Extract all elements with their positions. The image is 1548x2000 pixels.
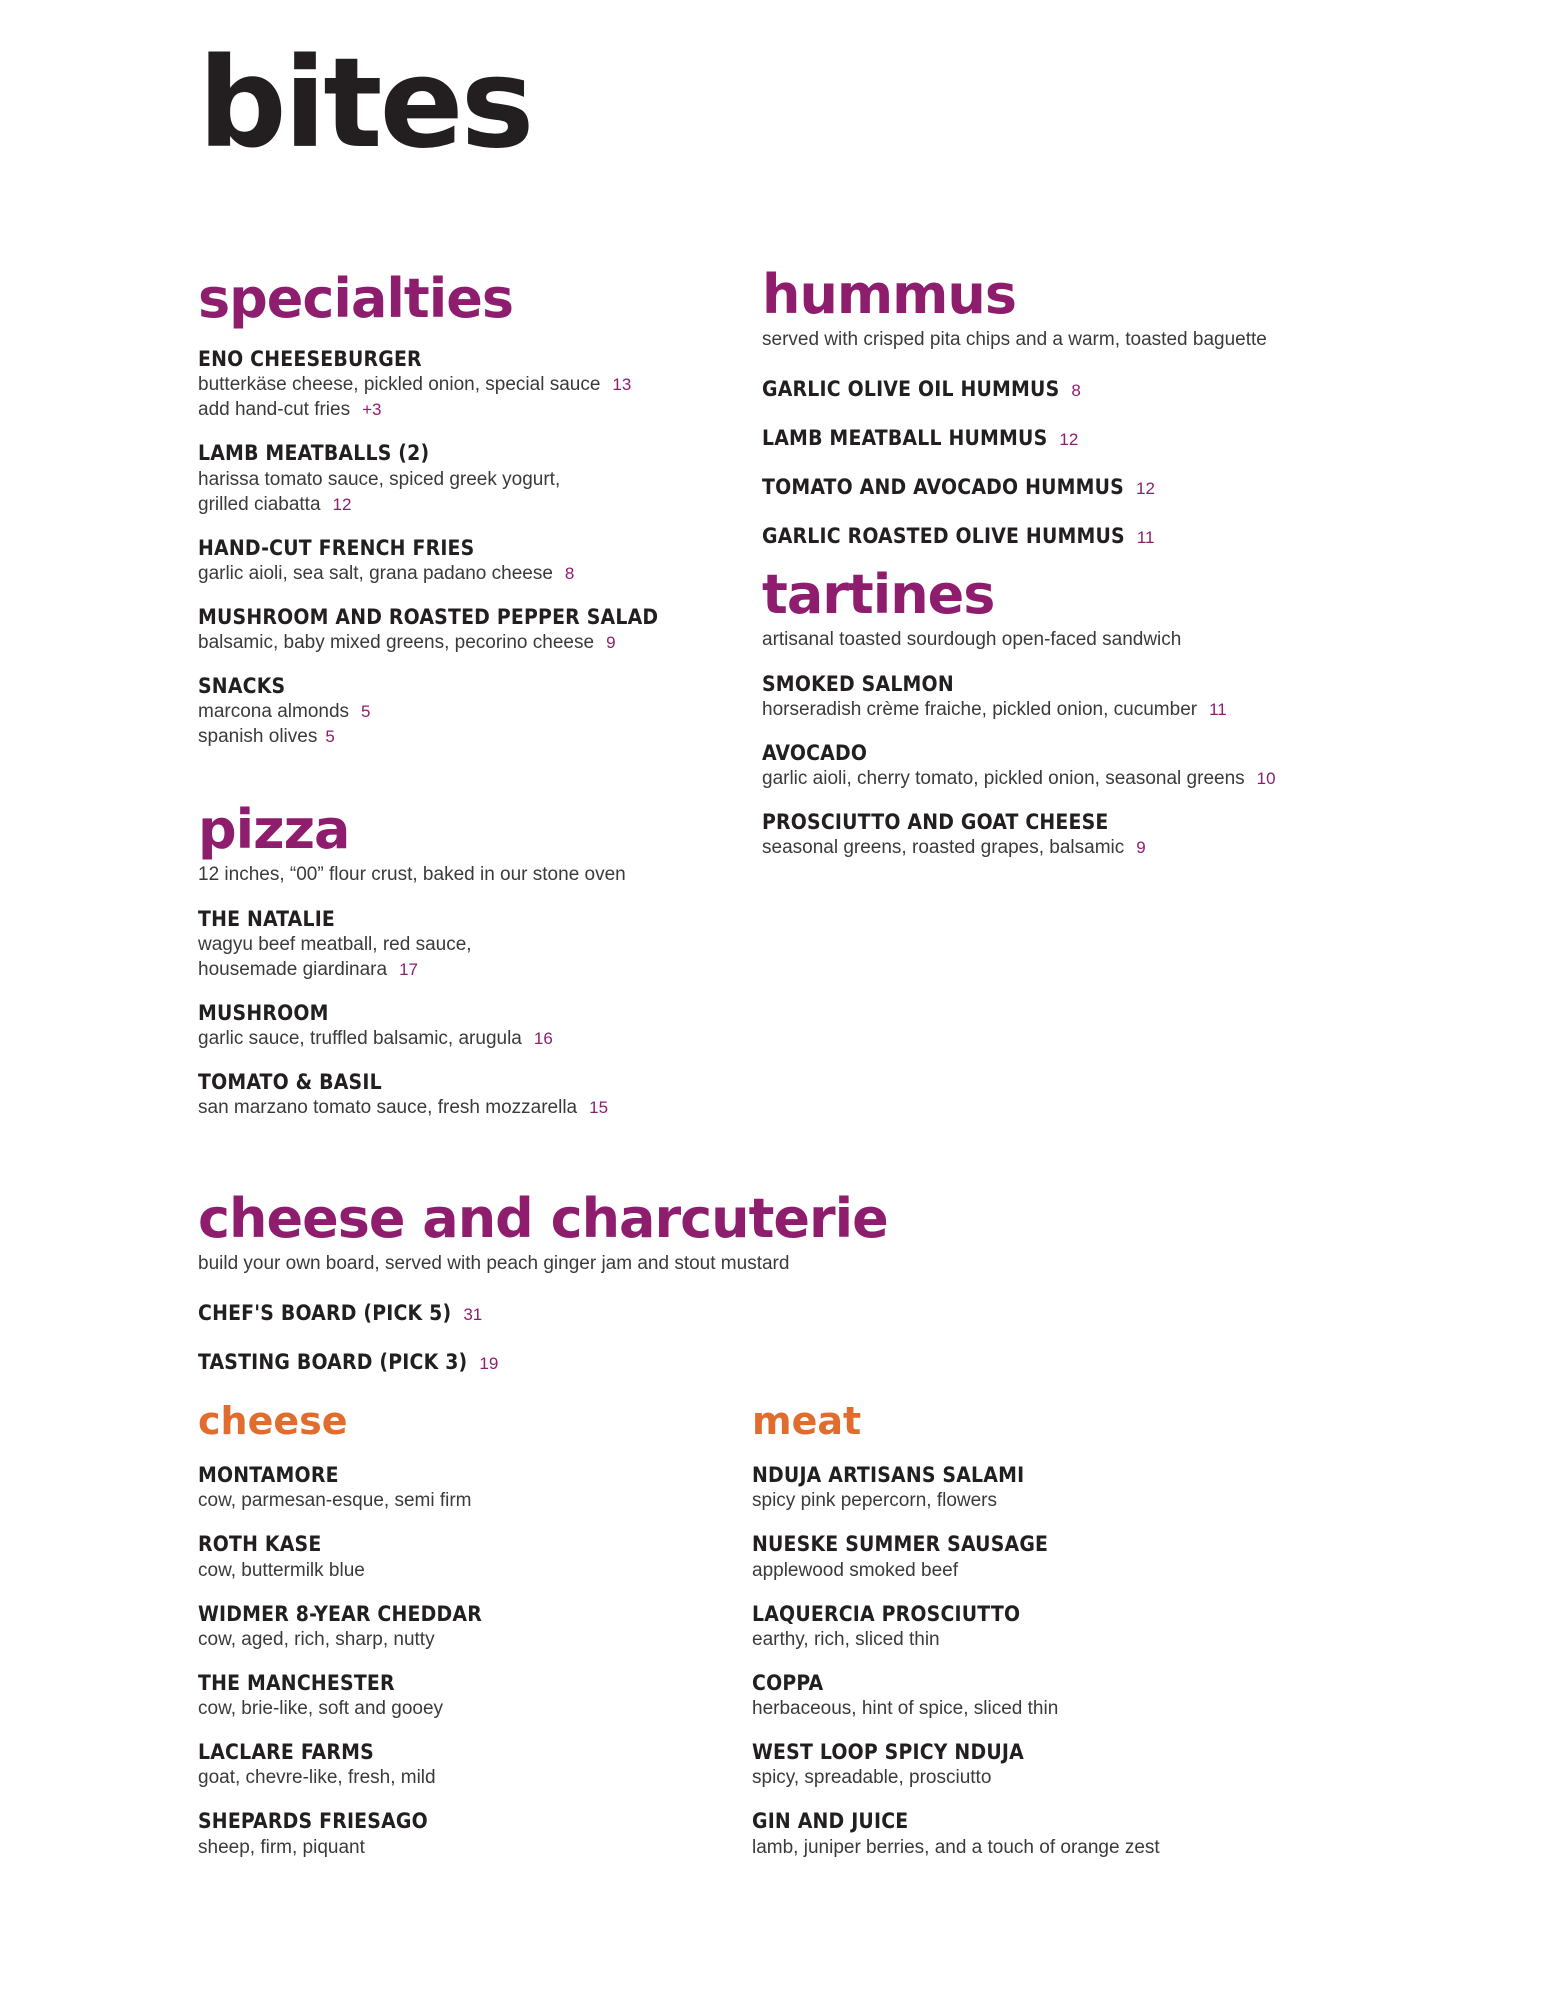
item-description: applewood smoked beef — [752, 1559, 958, 1581]
item-name: HAND-CUT FRENCH FRIES — [198, 535, 475, 560]
item-name: WEST LOOP SPICY NDUJA — [752, 1740, 1024, 1764]
cheese-section — [198, 1399, 738, 1860]
menu-item — [198, 1670, 738, 1721]
item-description: spanish olives 5 — [198, 726, 335, 748]
item-name: TASTING BOARD (PICK 3) — [198, 1349, 468, 1374]
menu-item — [752, 1808, 1472, 1859]
item-price: 17 — [399, 959, 418, 979]
item-description: spicy pink pepercorn, flowers — [752, 1490, 997, 1512]
hummus-section — [762, 263, 1482, 550]
item-price: 31 — [463, 1304, 483, 1324]
menu-item — [198, 1601, 738, 1652]
page-title: bites — [198, 32, 532, 176]
tartines-section — [762, 563, 1482, 860]
item-addon: add hand-cut fries +3 — [198, 399, 382, 421]
item-description: horseradish crème fraiche, pickled onion, cucumber 11 — [762, 698, 1227, 720]
item-name: ROTH KASE — [198, 1532, 322, 1557]
item-description: san marzano tomato sauce, fresh mozzarella 15 — [198, 1097, 609, 1119]
item-name: CHEF'S BOARD (PICK 5) — [198, 1300, 452, 1325]
item-description: sheep, firm, piquant — [198, 1836, 365, 1858]
section-title: tartines — [762, 563, 995, 626]
item-description: cow, buttermilk blue — [198, 1559, 365, 1581]
item-price: 15 — [589, 1098, 609, 1118]
item-price: 11 — [1136, 528, 1155, 548]
item-description: wagyu beef meatball, red sauce, — [198, 933, 472, 955]
menu-item — [198, 440, 758, 516]
section-subtitle: served with crisped pita chips and a warm, toasted baguette — [762, 329, 1267, 350]
item-price: 5 — [361, 702, 371, 722]
menu-item — [198, 1739, 738, 1790]
menu-item — [752, 1670, 1472, 1721]
item-name: GARLIC ROASTED OLIVE HUMMUS — [762, 524, 1125, 549]
item-name: LACLARE FARMS — [198, 1740, 374, 1764]
menu-item — [752, 1531, 1472, 1582]
meat-section — [752, 1399, 1472, 1860]
section-title: specialties — [198, 267, 513, 330]
item-description: cow, aged, rich, sharp, nutty — [198, 1628, 435, 1650]
item-description: goat, chevre-like, fresh, mild — [198, 1767, 436, 1789]
menu-item — [198, 1000, 758, 1051]
item-name: LAMB MEATBALLS (2) — [198, 441, 430, 466]
menu-item — [198, 346, 758, 422]
section-subtitle: 12 inches, “00” flour crust, baked in our stone oven — [198, 864, 626, 885]
item-name: GIN AND JUICE — [752, 1809, 909, 1834]
item-name: ENO CHEESEBURGER — [198, 347, 422, 371]
menu-item — [198, 673, 758, 749]
section-subtitle: artisanal toasted sourdough open-faced sandwich — [762, 629, 1182, 650]
item-description: balsamic, baby mixed greens, pecorino cheese 9 — [198, 632, 616, 653]
item-name: NUESKE SUMMER SAUSAGE — [752, 1532, 1049, 1557]
menu-item — [198, 1531, 738, 1582]
item-description: spicy, spreadable, prosciutto — [752, 1767, 992, 1789]
item-description: cow, brie-like, soft and gooey — [198, 1698, 444, 1719]
pizza-section — [198, 798, 758, 1120]
menu-item — [198, 1808, 738, 1859]
item-price: 19 — [479, 1353, 499, 1373]
item-description: garlic aioli, cherry tomato, pickled onion, seasonal greens 10 — [762, 768, 1276, 790]
menu-item — [198, 1462, 738, 1513]
item-description: grilled ciabatta 12 — [198, 493, 352, 515]
item-price: 10 — [1256, 769, 1276, 789]
menu-item — [752, 1739, 1472, 1790]
item-price: 8 — [564, 563, 575, 583]
section-title: hummus — [762, 263, 1017, 326]
menu-item — [198, 535, 758, 586]
addon-price: +3 — [362, 400, 382, 420]
item-name: TOMATO & BASIL — [198, 1070, 382, 1095]
item-price: 12 — [1059, 429, 1079, 449]
menu-item — [198, 1069, 758, 1120]
menu-item — [198, 604, 758, 655]
item-name: LAQUERCIA PROSCIUTTO — [752, 1601, 1021, 1626]
item-name: SMOKED SALMON — [762, 671, 954, 696]
item-name: SHEPARDS FRIESAGO — [198, 1809, 428, 1834]
item-name: MUSHROOM AND ROASTED PEPPER SALAD — [198, 604, 659, 629]
subsection-title: cheese — [198, 1399, 348, 1443]
menu-item — [762, 523, 1482, 549]
item-description: seasonal greens, roasted grapes, balsamic 9 — [762, 837, 1146, 859]
item-name: COPPA — [752, 1670, 824, 1695]
item-price: 13 — [612, 375, 632, 395]
item-description: herbaceous, hint of spice, sliced thin — [752, 1698, 1059, 1719]
item-name: THE MANCHESTER — [198, 1670, 395, 1695]
item-name: PROSCIUTTO AND GOAT CHEESE — [762, 810, 1109, 835]
item-description: harissa tomato sauce, spiced greek yogurt, — [198, 468, 561, 490]
specialties-section — [198, 267, 758, 749]
menu-item — [762, 474, 1482, 500]
item-name: SNACKS — [198, 674, 286, 698]
item-name: NDUJA ARTISANS SALAMI — [752, 1463, 1025, 1487]
item-price: 5 — [325, 727, 335, 747]
item-name: MUSHROOM — [198, 1000, 329, 1025]
charcuterie-section — [198, 1187, 1398, 1375]
menu-item — [752, 1462, 1472, 1513]
section-subtitle: build your own board, served with peach ginger jam and stout mustard — [198, 1253, 790, 1274]
item-description: housemade giardinara 17 — [198, 958, 418, 980]
item-name: THE NATALIE — [198, 906, 336, 931]
item-name: MONTAMORE — [198, 1463, 339, 1487]
item-description: garlic aioli, sea salt, grana padano cheese 8 — [198, 562, 575, 584]
menu-item — [762, 740, 1482, 791]
menu-item — [762, 671, 1482, 722]
section-title: pizza — [198, 798, 350, 861]
subsection-title: meat — [752, 1399, 862, 1443]
item-price: 16 — [533, 1029, 553, 1049]
item-price: 11 — [1209, 699, 1227, 719]
item-description: earthy, rich, sliced thin — [752, 1628, 940, 1650]
menu-item — [752, 1601, 1472, 1652]
board-item — [198, 1349, 1398, 1375]
item-price: 12 — [1135, 479, 1155, 499]
item-price: 9 — [606, 633, 616, 652]
item-name: LAMB MEATBALL HUMMUS — [762, 425, 1048, 450]
item-description: lamb, juniper berries, and a touch of orange zest — [752, 1836, 1160, 1858]
item-price: 8 — [1071, 380, 1081, 400]
menu-item — [762, 425, 1482, 451]
item-price: 9 — [1136, 838, 1146, 858]
board-item — [198, 1300, 1398, 1326]
menu-item — [762, 809, 1482, 860]
item-price: 12 — [332, 494, 352, 514]
item-description: cow, parmesan-esque, semi firm — [198, 1490, 472, 1512]
section-title: cheese and charcuterie — [198, 1187, 888, 1250]
menu-item — [198, 906, 758, 982]
item-description: marcona almonds 5 — [198, 701, 371, 723]
menu-item — [762, 376, 1482, 402]
item-name: TOMATO AND AVOCADO HUMMUS — [762, 475, 1124, 500]
item-name: AVOCADO — [762, 740, 868, 765]
item-name: WIDMER 8-YEAR CHEDDAR — [198, 1601, 482, 1626]
item-description: garlic sauce, truffled balsamic, arugula 16 — [198, 1028, 553, 1050]
item-description: butterkäse cheese, pickled onion, special sauce 13 — [198, 374, 632, 396]
item-name: GARLIC OLIVE OIL HUMMUS — [762, 376, 1060, 401]
